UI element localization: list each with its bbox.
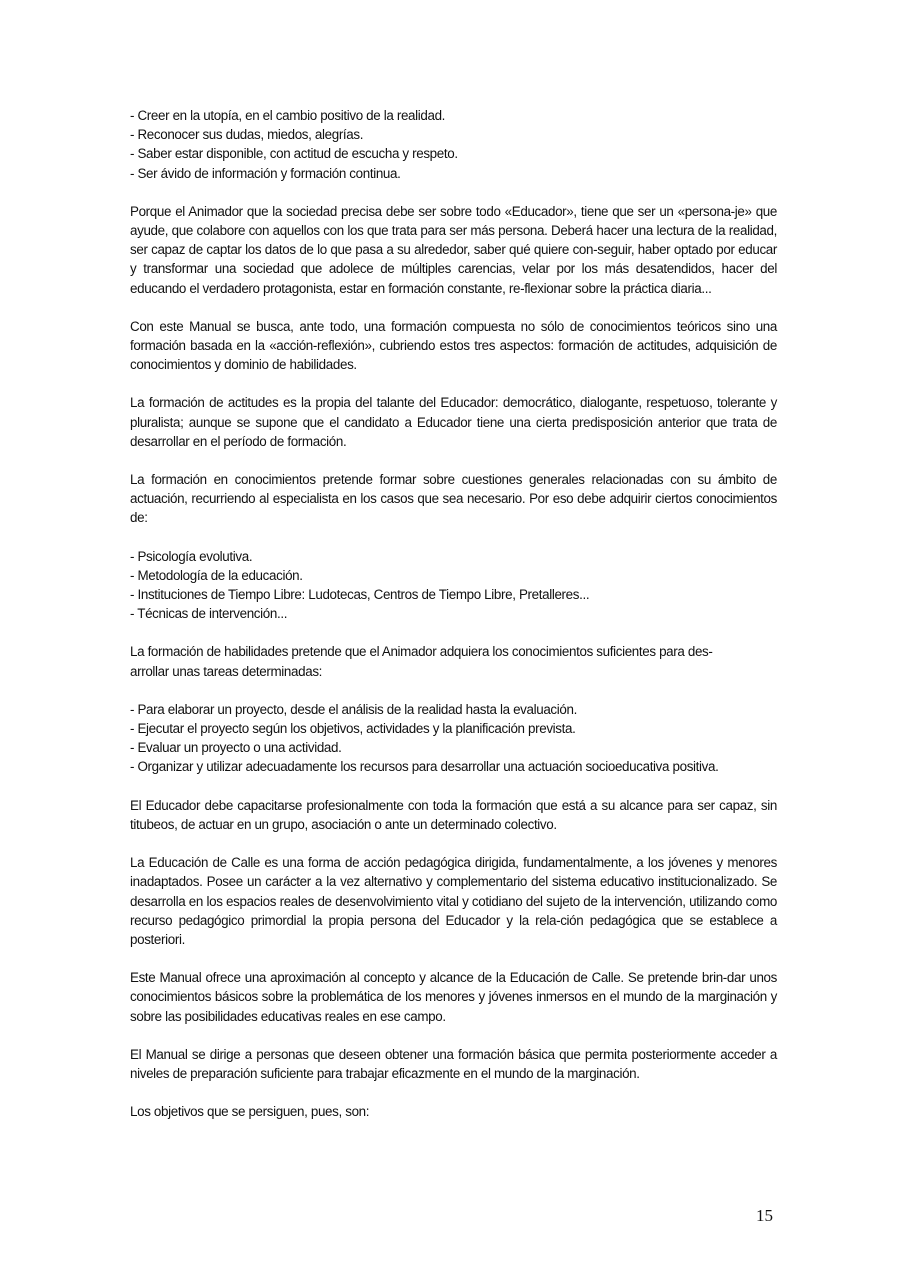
list-item: - Instituciones de Tiempo Libre: Ludotecas, Centros de Tiempo Libre, Pretalleres... [130, 587, 590, 603]
list-item: - Técnicas de intervención... [130, 606, 288, 622]
paragraph-street-education: La Educación de Calle es una forma de acción pedagógica dirigida, fundamentalmente, a los jóvenes y menores inadaptados. Posee un carácter a la vez alternativo y complementario del sistema educativo institucionalizado. Se desarrolla en los espacios reales de desenvolvimiento vital y cotidiano del sujeto de la intervención, utilizando como recurso pedagógico primordial la propia persona del Educador y la rela-ción pedagógica que se establece a posteriori. [130, 855, 777, 947]
skills-list [130, 700, 777, 777]
paragraph-knowledge: La formación en conocimientos pretende formar sobre cuestiones generales relacionadas con su ámbito de actuación, recurriendo al especialista en los casos que sea necesario. Por eso debe adquirir ciertos conocimientos de: [130, 472, 777, 526]
list-item: - Evaluar un proyecto o una actividad. [130, 740, 342, 756]
page-body [130, 106, 777, 1121]
paragraph-line: arrollar unas tareas determinadas: [130, 663, 323, 679]
paragraph-attitudes: La formación de actitudes es la propia del talante del Educador: democrático, dialogante, respetuoso, tolerante y pluralista; aunque se supone que el candidato a Educador tiene una cierta predisposición anterior que trata de desarrollar en el período de formación. [130, 395, 777, 449]
paragraph-audience: El Manual se dirige a personas que deseen obtener una formación básica que permita posteriormente acceder a niveles de preparación suficiente para trabajar eficazmente en el mundo de la marginación. [130, 1046, 777, 1081]
paragraph-line: La formación de habilidades pretende que el Animador adquiera los conocimientos suficientes para des- [130, 644, 713, 660]
paragraph-animador: Porque el Animador que la sociedad precisa debe ser sobre todo «Educador», tiene que ser un «persona-je» que ayude, que colabore con aquellos con los que trata para ser más persona. Deberá hacer una lectura de la realidad, ser capaz de captar los datos de lo que pasa a su alrededor, saber qué quiere con-seguir, haber optado por educar y transformar una sociedad que adolece de múltiples carencias, velar por los más desatendidos, hacer del educando el verdadero protagonista, estar en formación constante, re-flexionar sobre la práctica diaria... [130, 203, 777, 296]
list-item: - Para elaborar un proyecto, desde el análisis de la realidad hasta la evaluación. [130, 701, 577, 717]
list-item: - Creer en la utopía, en el cambio positivo de la realidad. [130, 108, 446, 123]
list-item: - Ejecutar el proyecto según los objetivos, actividades y la planificación prevista. [130, 721, 576, 737]
paragraph-manual-purpose: Con este Manual se busca, ante todo, una formación compuesta no sólo de conocimientos teóricos sino una formación basada en la «acción-reflexión», cubriendo estos tres aspectos: formación de actitudes, adquisición de conocimientos y dominio de habilidades. [130, 318, 777, 373]
paragraph-objectives: Los objetivos que se persiguen, pues, son: [130, 1104, 370, 1120]
list-item: - Ser ávido de información y formación continua. [130, 165, 401, 181]
paragraph-skills [130, 642, 777, 680]
list-item: - Reconocer sus dudas, miedos, alegrías. [130, 127, 364, 143]
list-item: - Metodología de la educación. [130, 567, 303, 583]
paragraph-training: El Educador debe capacitarse profesionalmente con toda la formación que está a su alcance para ser capaz, sin titubeos, de actuar en un grupo, asociación o ante un determinado colectivo. [130, 797, 777, 832]
list-item: - Psicología evolutiva. [130, 548, 253, 564]
list-item: - Saber estar disponible, con actitud de escucha y respeto. [130, 146, 458, 162]
paragraph-manual-offers: Este Manual ofrece una aproximación al concepto y alcance de la Educación de Calle. Se pretende brin-dar unos conocimientos básicos sobre la problemática de los menores y jóvenes inmersos en el mundo de la marginación y sobre las posibilidades educativas reales en ese campo. [130, 970, 777, 1024]
knowledge-list [130, 547, 777, 624]
list-item: - Organizar y utilizar adecuadamente los recursos para desarrollar una actuación socioeducativa positiva. [130, 759, 719, 775]
page-number: 15 [756, 1206, 773, 1225]
attitudes-list [130, 106, 777, 183]
